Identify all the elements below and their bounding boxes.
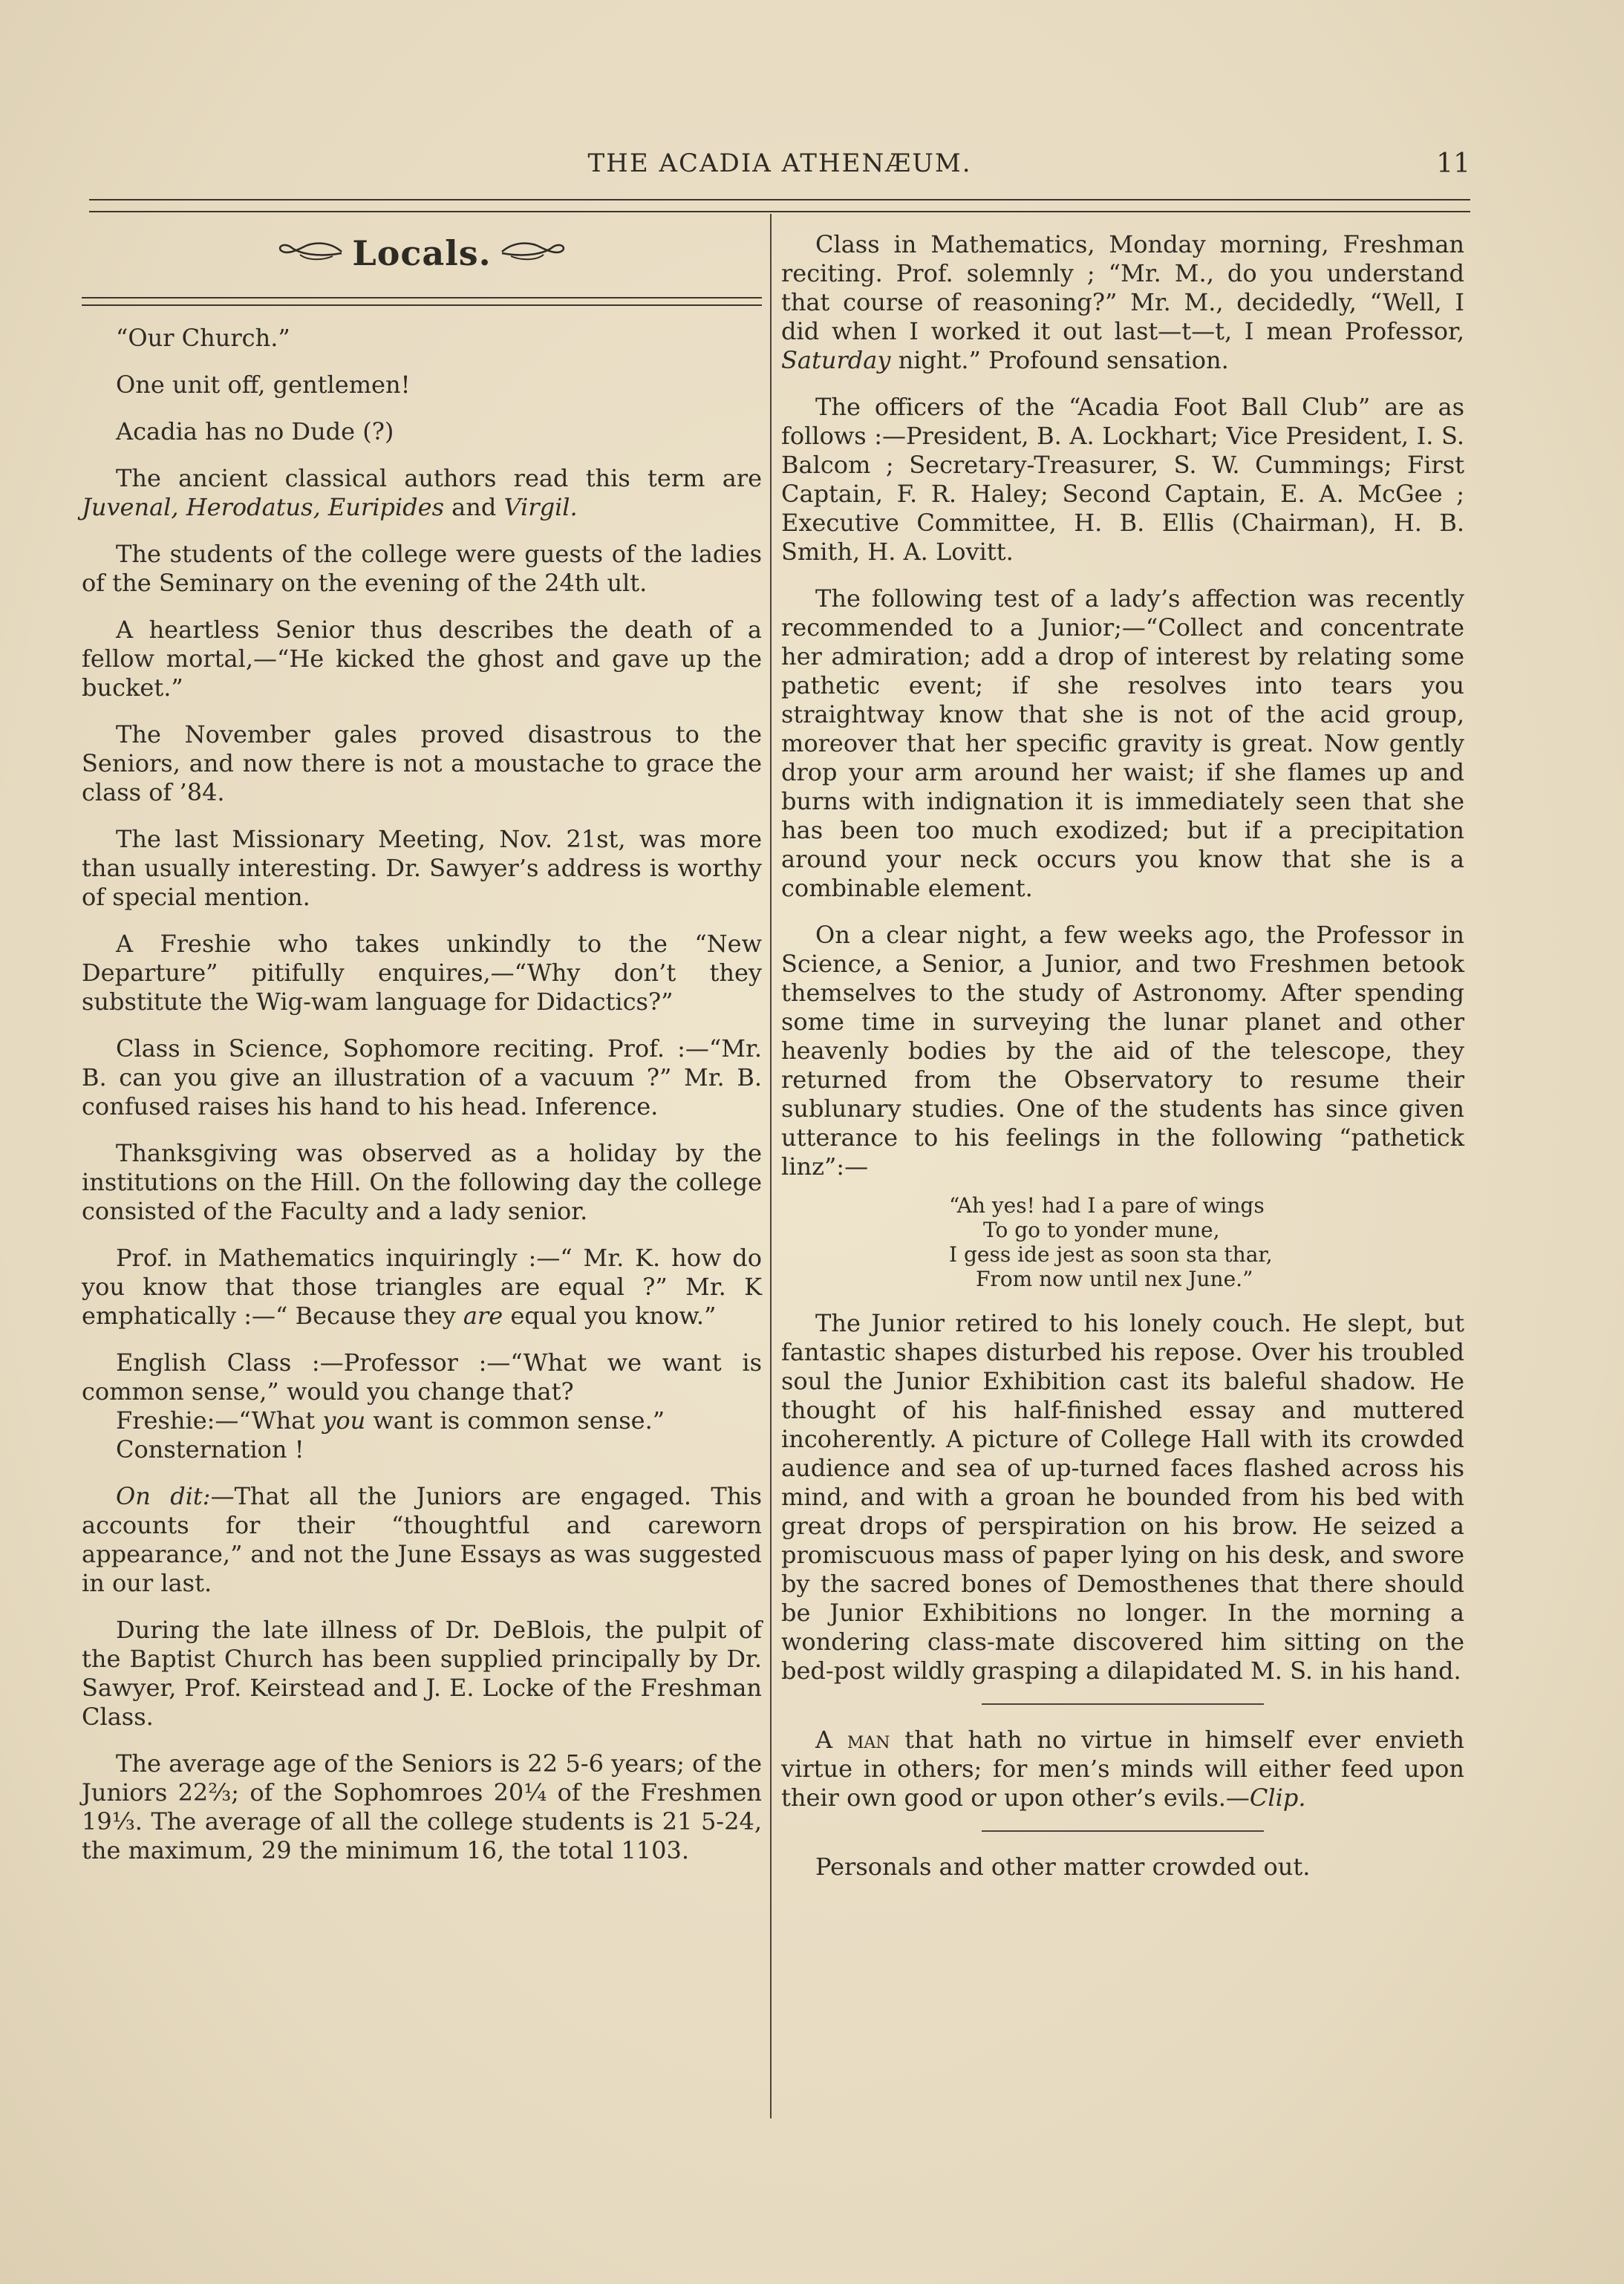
ages-text-1: The average age of the Seniors is 22 5-6 years; of the Juniors	[82, 1749, 762, 1807]
local-item: The Junior retired to his lonely couch. He slept, but fantastic shapes disturbed his repose. Over his troubled soul the Junior Exhibition cast its baleful shadow. He thought of his half-finished essay and muttered incoherently. A picture of College Hall with its crowded audience and sea of up-turned faces flashed across his mind, and with a groan he bounded from his bed with great drops of perspiration on his brow. He seized a promiscuous mass of paper lying on his desk, and swore by the sacred bones of Demosthenes that there should be Junior Exhibitions no longer. In the morning a wondering class-mate discovered him sitting on the bed-post wildly grasping a dilapidated M. S. in his hand.	[781, 1309, 1464, 1685]
running-title: THE ACADIA ATHENÆUM.	[587, 149, 972, 178]
triangles-text: Prof. in Mathematics inquiringly :—“ Mr. K. how do you know that those triangles are equal ?” Mr. K emphatically :—“ Because they	[82, 1244, 762, 1330]
ages-juniors: 22⅔	[177, 1778, 232, 1807]
ages-freshmen: 19⅓	[82, 1807, 135, 1836]
local-item: The following test of a lady’s affection was recently recommended to a Junior;—“Collect and concentrate her admiration; add a drop of interest by relating some pathetic event; if she resolves into tears you straightway know that she is not of the acid group, moreover that her specific gravity is great. Now gently drop your arm around her waist; if she flames up and burns with indignation it is immediately seen that she has been too much exodized; but if a precipitation around your neck occurs you know that she is a combinable element.	[781, 584, 1464, 902]
left-flourish-ornament	[278, 235, 345, 265]
math-text: Class in Mathematics, Monday morning, Freshman reciting. Prof. solemnly ; “Mr. M., do you understand that course of reasoning?” Mr. M., decidedly, “Well, I did when I worked it out last—t—t, I mean Professor,	[781, 230, 1464, 345]
local-item: A heartless Senior thus describes the death of a fellow mortal,—“He kicked the ghost and gave up the bucket.”	[82, 616, 762, 702]
local-item: During the late illness of Dr. DeBlois, the pulpit of the Baptist Church has been supplied principally by Dr. Sawyer, Prof. Keirstead and J. E. Locke of the Freshman Class.	[82, 1616, 762, 1731]
poem-line: I gess ide jest as soon sta thar,	[949, 1242, 1273, 1267]
on-dit-text: —That all the Juniors are engaged. This accounts for their “thoughtful and careworn appearance,” and not the June Essays as was suggested in our last.	[82, 1482, 763, 1597]
english-class-reply	[82, 1406, 762, 1435]
local-item: The last Missionary Meeting, Nov. 21st, was more than usually interesting. Dr. Sawyer’s address is worthy of special mention.	[82, 825, 762, 911]
local-item: The November gales proved disastrous to the Seniors, and now there is not a moustache to grace the class of ’84.	[82, 720, 762, 806]
english-reply-emphasis: you	[322, 1406, 366, 1435]
local-item: “Our Church.”	[116, 324, 290, 352]
math-emphasis: Saturday	[781, 346, 891, 374]
quote-source: Clip.	[1249, 1784, 1306, 1812]
english-reply-start: Freshie:—“What	[116, 1406, 316, 1435]
page-number: 11	[1436, 149, 1470, 179]
closing-note: Personals and other matter crowded out.	[815, 1853, 1311, 1881]
poem-line: “Ah yes! had I a pare of wings	[949, 1193, 1265, 1218]
local-item-authors	[82, 464, 762, 522]
local-item: Thanksgiving was observed as a holiday by the institutions on the Hill. On the following day the college consisted of the Faculty and a lady senior.	[82, 1139, 762, 1225]
local-item: One unit off, gentlemen!	[116, 371, 411, 399]
math-text-end: night.” Profound sensation.	[898, 346, 1229, 374]
local-item: On a clear night, a few weeks ago, the Professor in Science, a Senior, a Junior, and two Freshmen betook themselves to the study of Astronomy. After spending some time in surveying the lunar planet and other heavenly bodies by the aid of the telescope, they returned from the Observatory to resume their sublunary studies. One of the students has since given utterance to his feelings in the following “pathetick linz”:—	[781, 921, 1464, 1181]
poem	[781, 1193, 1464, 1291]
ages-text-2: ; of the Sophomroes	[231, 1778, 483, 1807]
on-dit-lead: On dit:	[116, 1482, 211, 1510]
local-item: Class in Science, Sophomore reciting. Prof. :—“Mr. B. can you give an illustration of a vacuum ?” Mr. B. confused raises his hand to his head. Inference.	[82, 1034, 762, 1120]
header-rule-top	[89, 199, 1470, 200]
english-class-consternation: Consternation !	[116, 1435, 304, 1464]
right-column	[781, 230, 1464, 1899]
triangles-text-end: equal you know.”	[510, 1302, 717, 1330]
triangles-emphasis: are	[463, 1302, 503, 1330]
author-juvenal: Juvenal,	[82, 493, 179, 521]
header-rule-bottom	[89, 211, 1470, 212]
author-virgil: Virgil.	[503, 493, 578, 521]
local-item-math	[781, 230, 1464, 375]
ages-sophomores: 20¼	[493, 1778, 547, 1807]
author-herodatus: Herodatus,	[186, 493, 321, 521]
page-header	[89, 147, 1470, 184]
locals-heading	[82, 230, 762, 290]
local-item: The students of the college were guests of the ladies of the Seminary on the evening of the 24th ult.	[82, 540, 762, 597]
english-class-line: English Class :—Professor :—“What we want is common sense,” would you change that?	[82, 1348, 762, 1406]
left-column	[82, 230, 762, 1883]
local-item: Acadia has no Dude (?)	[116, 417, 394, 446]
section-title: Locals.	[352, 233, 492, 273]
authors-and: and	[451, 493, 497, 521]
quote-lead: A man	[815, 1726, 890, 1754]
local-item: The officers of the “Acadia Foot Ball Club” are as follows :—President, B. A. Lockhart; Vice President, I. S. Balcom ; Secretary-Treasurer, S. W. Cummings; First Captain, F. R. Haley; Second Captain, E. A. McGee ; Executive Committee, H. B. Ellis (Chairman), H. B. Smith, H. A. Lovitt.	[781, 393, 1464, 566]
poem-line: From now until nex June.”	[976, 1267, 1253, 1291]
local-item-triangles	[82, 1244, 762, 1331]
separator-rule	[982, 1830, 1264, 1832]
column-divider	[770, 214, 772, 2118]
heading-double-rule	[82, 297, 762, 306]
authors-intro: The ancient classical authors read this term are	[116, 464, 762, 492]
local-item-on-dit	[82, 1482, 762, 1598]
quote-text: that hath no virtue in himself ever envieth virtue in others; for men’s minds will either feed upon their own good or upon other’s evils.—	[781, 1726, 1465, 1812]
ages-text-4: . The average of all the college students is 21 5-24, the maximum, 29 the minimum 16, the total 1103.	[82, 1807, 762, 1864]
local-item: A Freshie who takes unkindly to the “New Departure” pitifully enquires,—“Why don’t they substitute the Wig-wam language for Didactics?”	[82, 930, 762, 1016]
quote-item	[781, 1726, 1464, 1812]
ages-text-3: of the Freshmen	[557, 1778, 763, 1807]
author-euripides: Euripides	[327, 493, 444, 521]
right-flourish-ornament	[499, 235, 566, 265]
separator-rule	[982, 1703, 1264, 1705]
english-reply-end: want is common sense.”	[373, 1406, 665, 1435]
local-item-ages	[82, 1749, 762, 1865]
poem-line: To go to yonder mune,	[983, 1218, 1220, 1242]
